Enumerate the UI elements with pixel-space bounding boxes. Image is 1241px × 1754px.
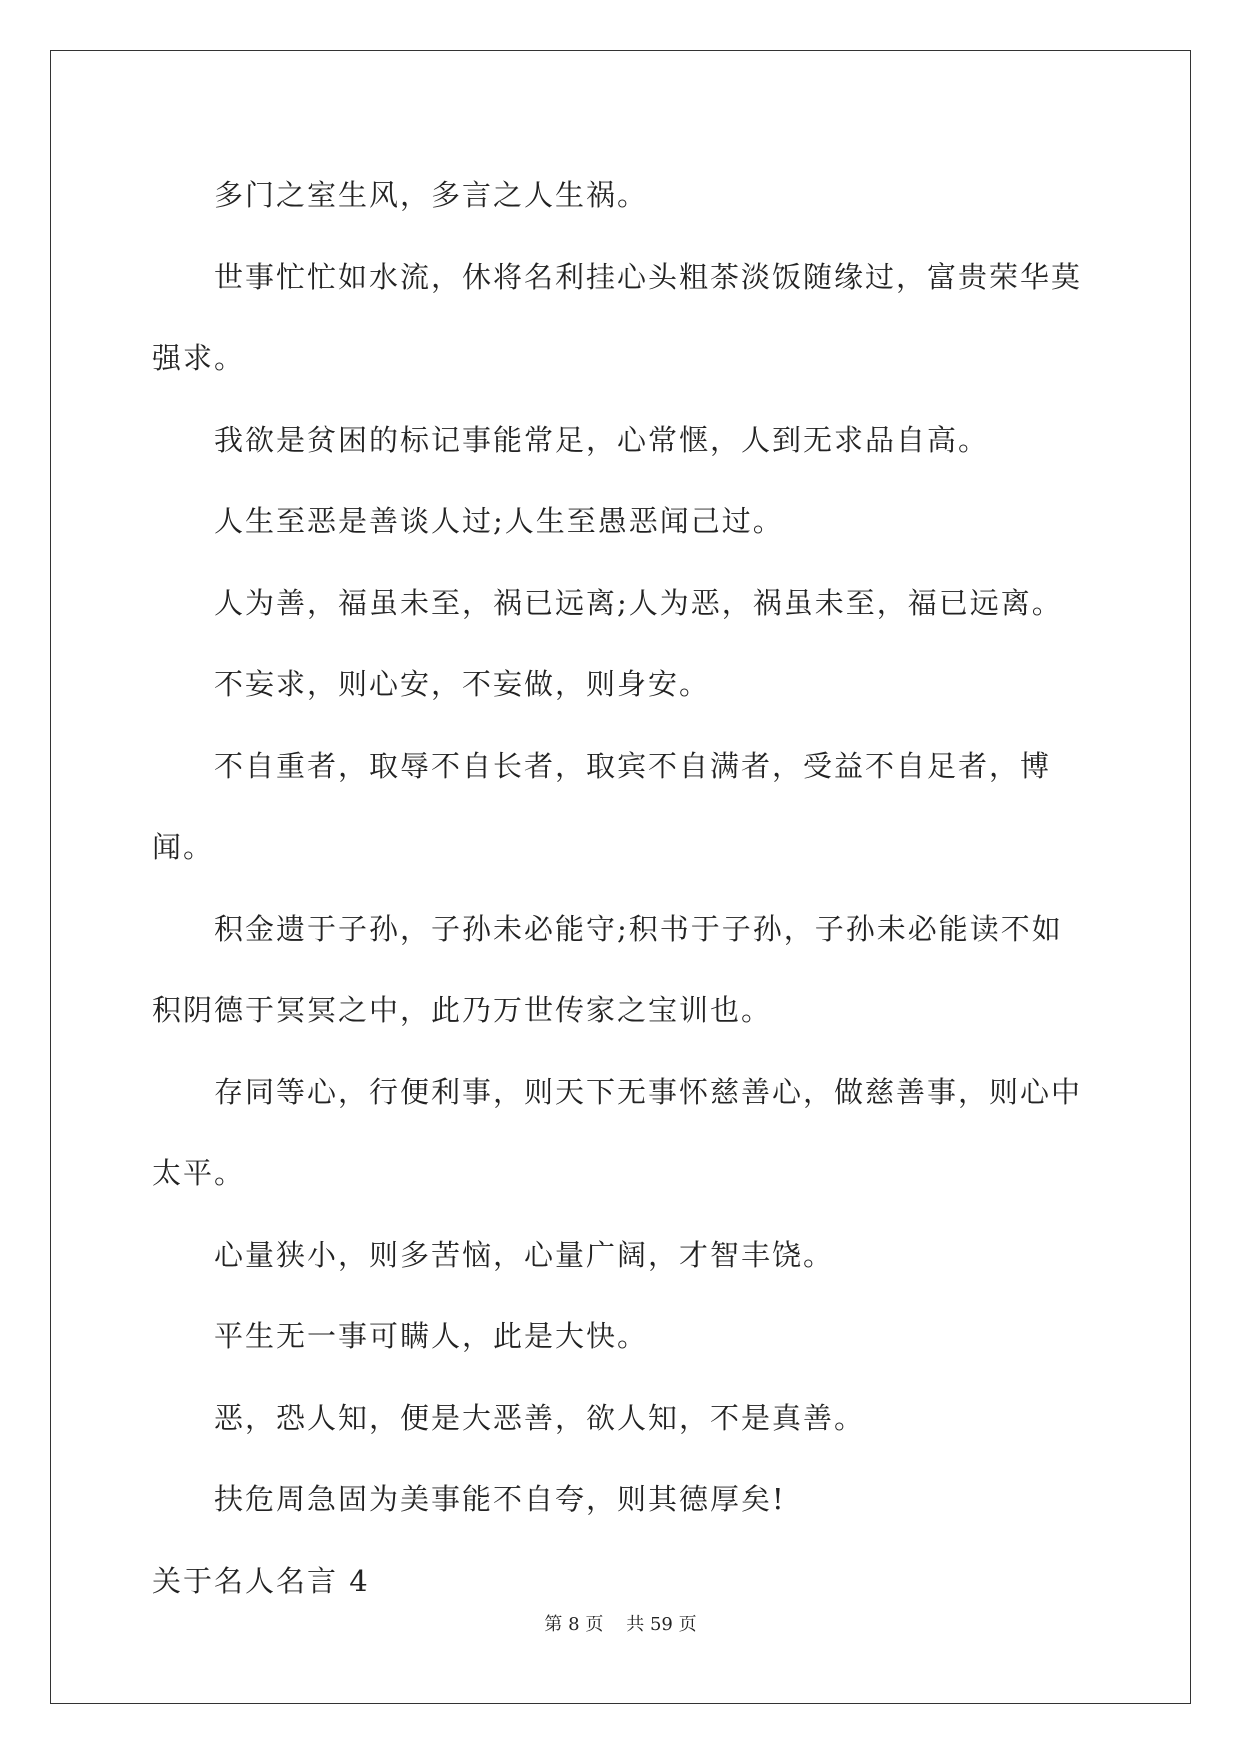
paragraph: 不自重者，取辱不自长者，取宾不自满者，受益不自足者，博闻。: [152, 748, 1052, 864]
paragraph: 多门之室生风，多言之人生祸。: [214, 178, 649, 212]
paragraph: 人为善，福虽未至，祸已远离;人为恶，祸虽未至，福已远离。: [214, 585, 1063, 620]
document-body: [152, 155, 1092, 1622]
section-heading: 关于名人名言 4: [152, 1563, 370, 1598]
paragraph: 积金遗于子孙，子孙未必能守;积书于子孙，子孙未必能读不如积阴德于冥冥之中，此乃万世传家之宝训也。: [152, 911, 1063, 1027]
page-total: 共 59 页: [626, 1614, 697, 1635]
paragraph: 存同等心，行便利事，则天下无事怀慈善心，做慈善事，则心中太平。: [152, 1074, 1083, 1190]
paragraph: 平生无一事可瞒人，此是大快。: [214, 1319, 649, 1353]
paragraph: 恶，恐人知，便是大恶善，欲人知，不是真善。: [214, 1400, 866, 1435]
paragraph: 人生至恶是善谈人过;人生至愚恶闻己过。: [214, 504, 784, 538]
paragraph: 不妄求，则心安，不妄做，则身安。: [214, 667, 711, 701]
page-footer: [0, 1610, 1241, 1636]
paragraph: 心量狭小，则多苦恼，心量广阔，才智丰饶。: [214, 1237, 835, 1272]
paragraph: 扶危周急固为美事能不自夸，则其德厚矣!: [214, 1482, 786, 1516]
page-number: 第 8 页: [544, 1614, 604, 1635]
paragraph: 我欲是贫困的标记事能常足，心常惬，人到无求品自高。: [214, 422, 990, 457]
paragraph: 世事忙忙如水流，休将名利挂心头粗茶淡饭随缘过，富贵荣华莫强求。: [152, 259, 1083, 375]
